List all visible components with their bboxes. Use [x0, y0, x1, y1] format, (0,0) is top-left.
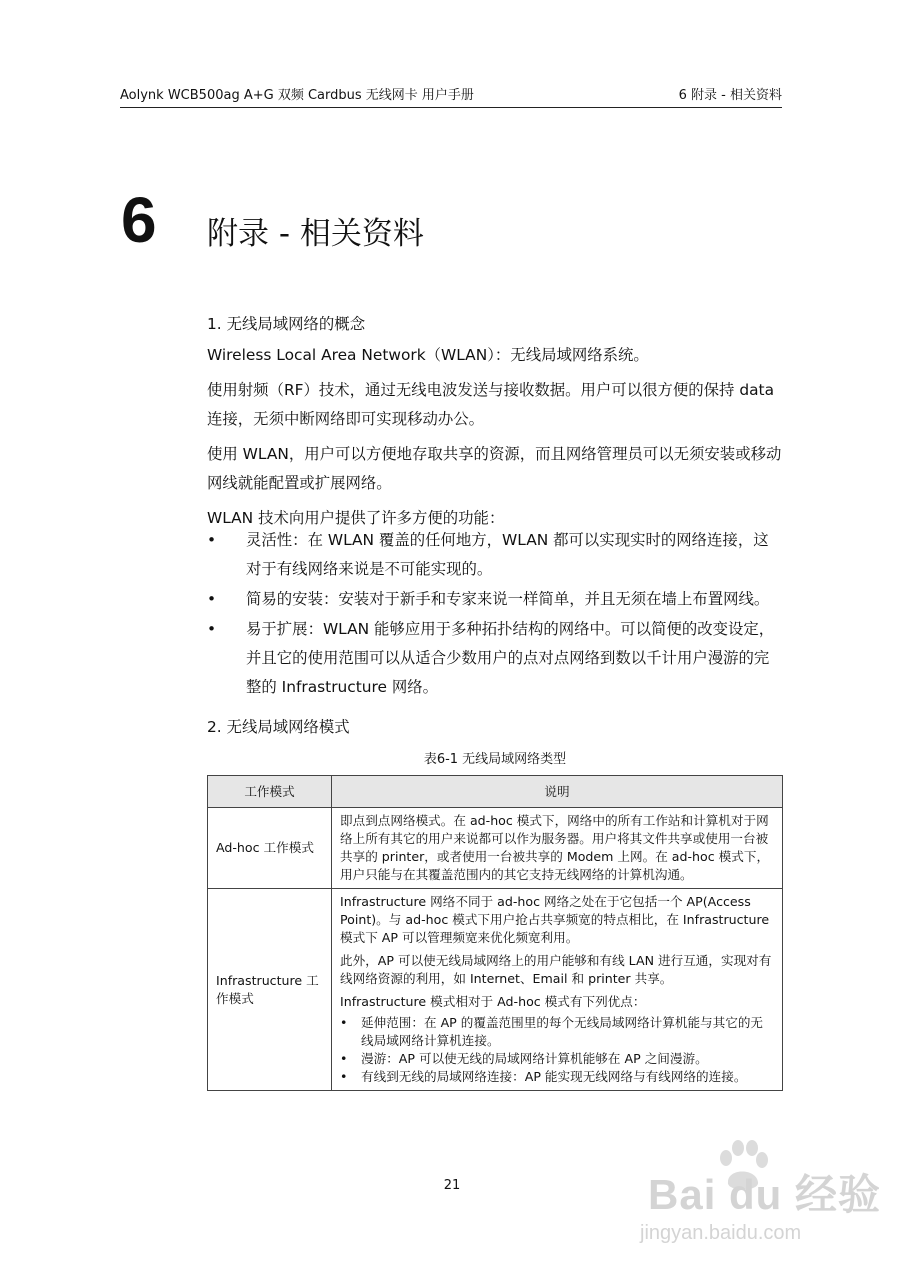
list-item [207, 526, 783, 584]
list-item [340, 1014, 774, 1050]
list-item-text: 简易的安装：安装对于新手和专家来说一样简单，并且无须在墙上布置网线。 [246, 590, 770, 608]
baidu-watermark [640, 1138, 880, 1258]
list-item-text: 灵活性：在 WLAN 覆盖的任何地方，WLAN 都可以实现实时的网络连接，这对于有线网络来说是不可能实现的。 [246, 531, 769, 578]
list-item-text: 延伸范围：在 AP 的覆盖范围里的每个无线局域网络计算机能与其它的无线局域网络计算机连接。 [361, 1015, 764, 1048]
column-header-description: 说明 [332, 776, 783, 808]
list-item [340, 1068, 774, 1086]
header-chapter-title: 6 附录 - 相关资料 [678, 88, 782, 103]
mode-cell: Ad-hoc 工作模式 [208, 808, 332, 889]
watermark-url: jingyan.baidu.com [640, 1222, 802, 1244]
list-item-text: 有线到无线的局域网络连接：AP 能实现无线网络与有线网络的连接。 [361, 1069, 747, 1084]
bullet-icon: • [207, 620, 217, 638]
table-row [208, 808, 783, 889]
page-number: 21 [443, 1178, 461, 1193]
chapter-title: 附录 - 相关资料 [207, 216, 424, 252]
description-paragraph: Infrastructure 模式相对于 Ad-hoc 模式有下列优点： [340, 994, 646, 1009]
paragraph: 使用射频（RF）技术，通过无线电波发送与接收数据。用户可以很方便的保持 data 连接，无须中断网络即可实现移动办公。 [207, 381, 774, 428]
bullet-icon: • [340, 1015, 348, 1030]
advantages-list [340, 1014, 774, 1086]
paragraph: 使用 WLAN，用户可以方便地存取共享的资源，而且网络管理员可以无须安装或移动网线就能配置或扩展网络。 [207, 445, 782, 492]
list-item-text: 易于扩展：WLAN 能够应用于多种拓扑结构的网络中。可以简便的改变设定，并且它的使用范围可以从适合少数用户的点对点网络到数以千计用户漫游的完整的 Infrastructure 网络。 [246, 620, 775, 696]
description-cell [332, 808, 783, 889]
description-cell [332, 889, 783, 1091]
header-rule [120, 107, 782, 108]
description-paragraph: 即点到点网络模式。在 ad-hoc 模式下，网络中的所有工作站和计算机对于网络上所有其它的用户来说都可以作为服务器。用户将其文件共享或使用一台被共享的 printer，或者使用一台被共享的 Modem 上网。在 ad-hoc 模式下，用户只能与在其覆盖范围内的其它支持无线网络的计算机沟通。 [340, 813, 770, 882]
bullet-icon: • [207, 531, 217, 549]
section1-heading: 1. 无线局域网络的概念 [207, 315, 366, 333]
bullet-icon: • [340, 1051, 348, 1066]
chapter-number: 6 [121, 184, 157, 256]
mode-cell: Infrastructure 工作模式 [208, 889, 332, 1091]
bullet-icon: • [340, 1069, 348, 1084]
list-item [207, 615, 783, 702]
section2-heading: 2. 无线局域网络模式 [207, 718, 350, 736]
description-paragraph: 此外，AP 可以使无线局域网络上的用户能够和有线 LAN 进行互通，实现对有线网络资源的利用，如 Internet、Email 和 printer 共享。 [340, 953, 772, 986]
list-item [340, 1050, 774, 1068]
watermark-logo-text: Bai du 经验 [648, 1171, 882, 1218]
paragraph: Wireless Local Area Network（WLAN）：无线局域网络系统。 [207, 346, 649, 364]
list-item [207, 585, 783, 614]
table-row [208, 889, 783, 1091]
feature-list [207, 526, 783, 702]
list-item-text: 漫游：AP 可以使无线的局域网络计算机能够在 AP 之间漫游。 [361, 1051, 708, 1066]
bullet-icon: • [207, 590, 217, 608]
section1-body [207, 341, 783, 533]
header-manual-title: Aolynk WCB500ag A+G 双频 Cardbus 无线网卡 用户手册 [120, 88, 474, 103]
column-header-mode: 工作模式 [208, 776, 332, 808]
paragraph: WLAN 技术向用户提供了许多方便的功能： [207, 509, 505, 527]
table-caption: 表6-1 无线局域网络类型 [423, 752, 567, 767]
wlan-mode-table [207, 775, 783, 1091]
description-paragraph: Infrastructure 网络不同于 ad-hoc 网络之处在于它包括一个 AP(Access Point)。与 ad-hoc 模式下用户抢占共享频宽的特点相比，在 Infrastructure 模式下 AP 可以管理频宽来优化频宽利用。 [340, 894, 770, 945]
table-header-row [208, 776, 783, 808]
